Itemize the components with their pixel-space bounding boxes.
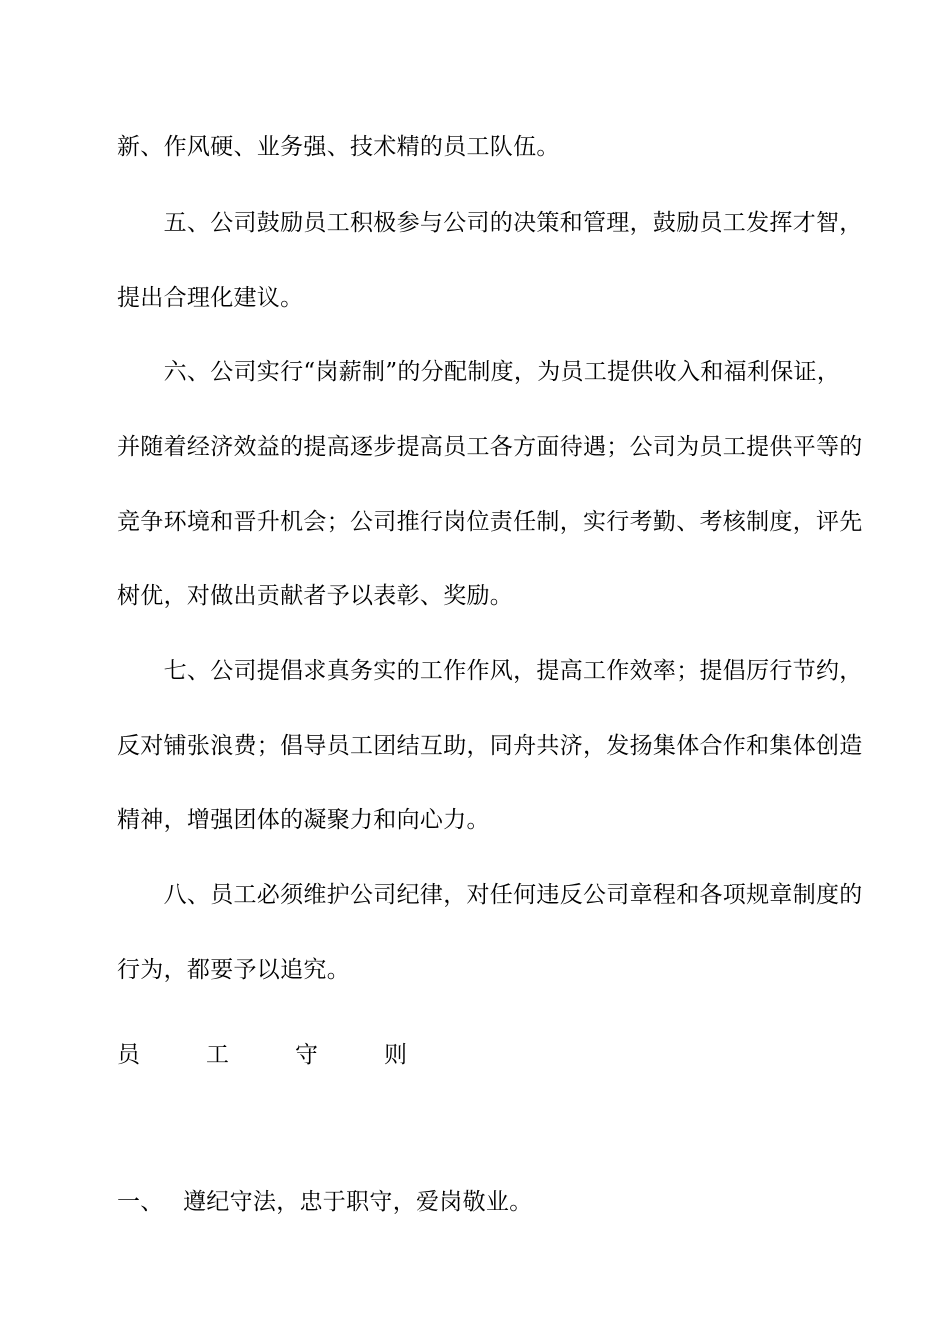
paragraph-line: 七、公司提倡求真务实的工作作风，提高工作效率；提倡厉行节约， — [117, 658, 863, 684]
paragraph-line: 行为，都要予以追究。 — [117, 957, 350, 983]
section-heading — [117, 1040, 473, 1070]
paragraph-line: 并随着经济效益的提高逐步提高员工各方面待遇；公司为员工提供平等的 — [117, 434, 863, 460]
rule-item — [117, 1187, 533, 1217]
paragraph-line: 反对铺张浪费；倡导员工团结互助，同舟共济，发扬集体合作和集体创造 — [117, 733, 863, 759]
paragraph-line: 八、员工必须维护公司纪律，对任何违反公司章程和各项规章制度的 — [117, 882, 863, 908]
paragraph-line: 竞争环境和晋升机会；公司推行岗位责任制，实行考勤、考核制度，评先 — [117, 509, 863, 535]
rule-number: 一、 — [117, 1189, 164, 1215]
rule-text: 遵纪守法，忠于职守，爱岗敬业。 — [183, 1189, 533, 1215]
paragraph-line: 树优，对做出贡献者予以表彰、奖励。 — [117, 583, 514, 609]
paragraph-line: 六、公司实行“岗薪制”的分配制度，为员工提供收入和福利保证， — [117, 359, 841, 385]
heading-char: 员 — [117, 1042, 141, 1068]
paragraph-line: 五、公司鼓励员工积极参与公司的决策和管理，鼓励员工发挥才智， — [117, 210, 863, 236]
paragraph-line: 提出合理化建议。 — [117, 285, 304, 311]
heading-char: 工 — [206, 1042, 230, 1068]
paragraph-line: 新、作风硬、业务强、技术精的员工队伍。 — [117, 134, 560, 160]
heading-char: 则 — [384, 1042, 408, 1068]
paragraph-line: 精神，增强团体的凝聚力和向心力。 — [117, 807, 490, 833]
heading-char: 守 — [295, 1042, 319, 1068]
